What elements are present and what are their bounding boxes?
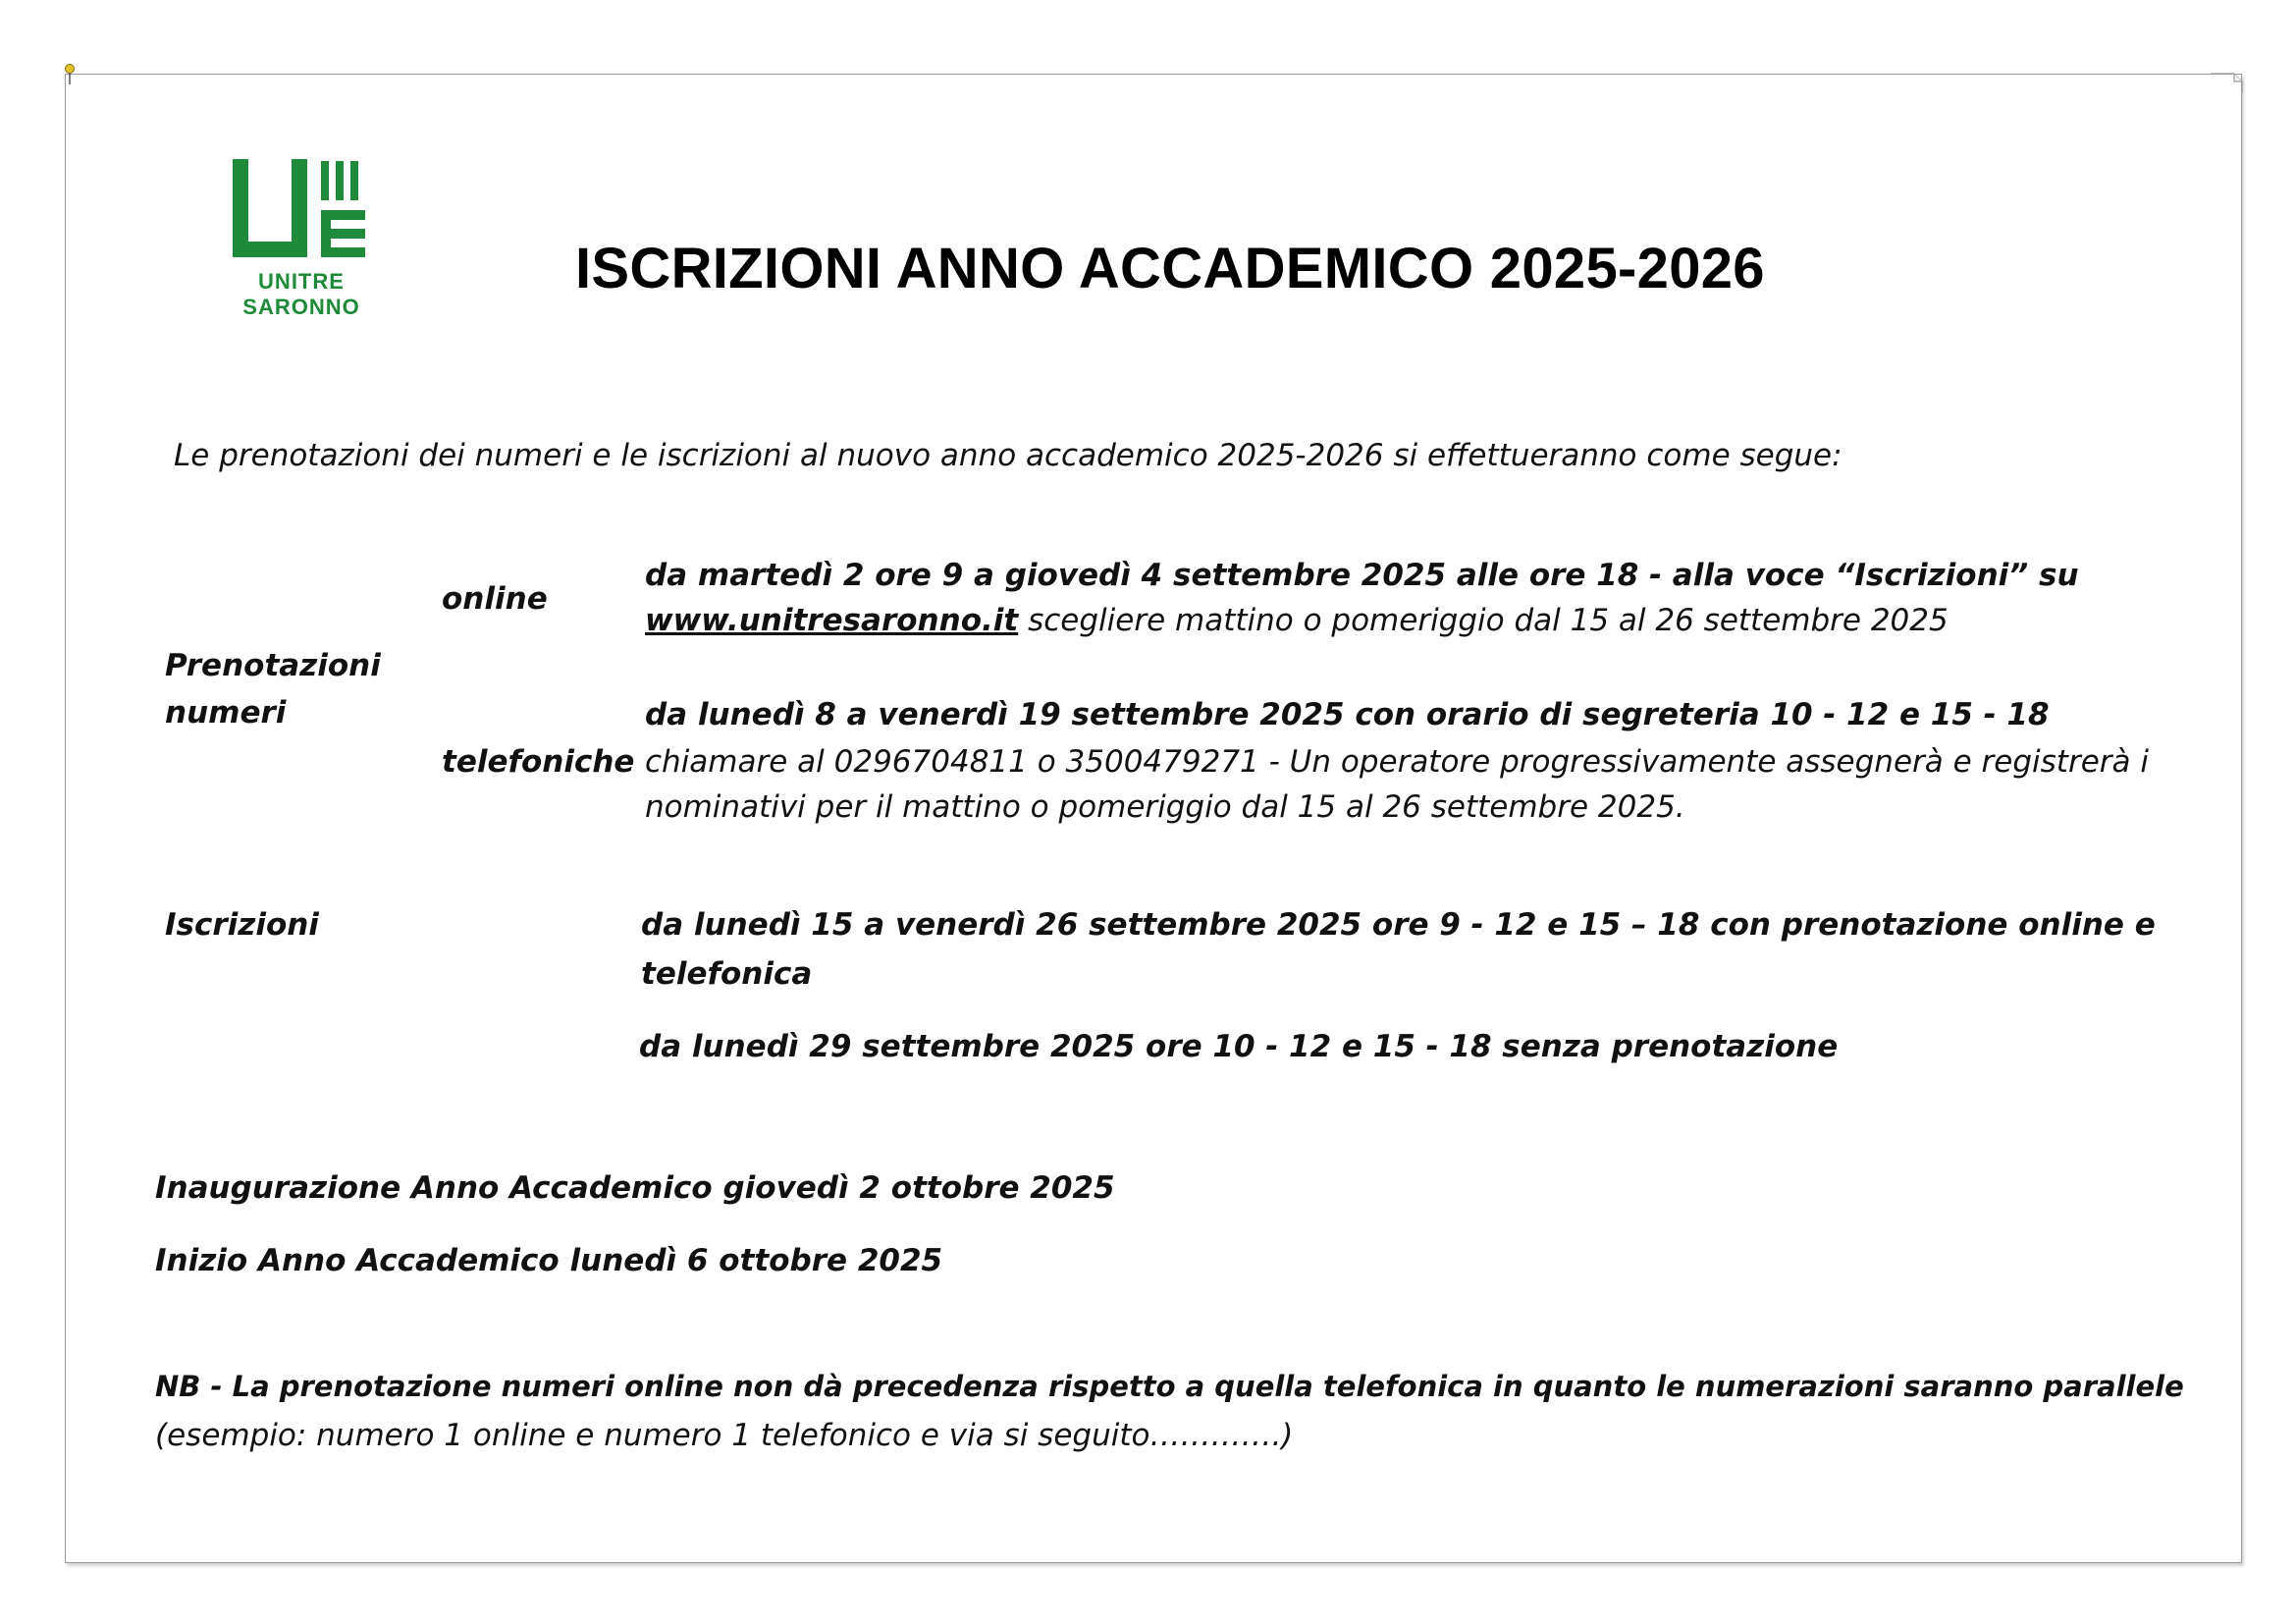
pushpin-icon — [63, 63, 77, 86]
telefoniche-line-3: nominativi per il mattino o pomeriggio dal 15 al 26 settembre 2025. — [645, 789, 1685, 825]
nb-line-2: (esempio: numero 1 online e numero 1 telefonico e via si seguito………….) — [155, 1418, 1294, 1453]
telefoniche-label: telefoniche — [442, 744, 635, 780]
online-line-1: da martedì 2 ore 9 a giovedì 4 settembre 2025 alle ore 18 - alla voce “Iscrizioni” su — [645, 558, 2079, 593]
unitre-logo-mark — [228, 159, 375, 267]
iscrizioni-label: Iscrizioni — [165, 907, 319, 943]
nb-line-1: NB - La prenotazione numeri online non dà precedenza rispetto a quella telefonica in quanto le numerazioni saranno parallele — [155, 1370, 2184, 1403]
telefoniche-line-2: chiamare al 0296704811 o 3500479271 - Un operatore progressivamente assegnerà e registrerà i — [645, 744, 2149, 780]
inizio-text: Inizio Anno Accademico lunedì 6 ottobre 2025 — [155, 1243, 943, 1278]
online-label: online — [442, 581, 548, 617]
intro-text: Le prenotazioni dei numeri e le iscrizioni al nuovo anno accademico 2025-2026 si effettueranno come segue: — [174, 438, 1842, 473]
prenotazioni-label-2: numeri — [165, 695, 287, 731]
unitre-logo — [228, 159, 375, 321]
page-title: ISCRIZIONI ANNO ACCADEMICO 2025-2026 — [575, 237, 1765, 300]
iscrizioni-line-3: da lunedì 29 settembre 2025 ore 10 - 12 e 15 - 18 senza prenotazione — [639, 1029, 1839, 1064]
website-link[interactable]: www.unitresaronno.it — [645, 603, 1019, 638]
logo-text-unitre: UNITRE — [258, 269, 345, 294]
online-line-2-rest: scegliere mattino o pomeriggio dal 15 al 26 settembre 2025 — [1018, 603, 1949, 638]
prenotazioni-label-1: Prenotazioni — [165, 648, 381, 683]
online-line-2 — [645, 599, 1949, 642]
inaugurazione-text: Inaugurazione Anno Accademico giovedì 2 ottobre 2025 — [155, 1170, 1115, 1206]
logo-text-saronno: SARONNO — [242, 295, 360, 319]
page-curl-icon — [2209, 72, 2244, 95]
iscrizioni-line-1: da lunedì 15 a venerdì 26 settembre 2025 ore 9 - 12 e 15 – 18 con prenotazione online e — [641, 907, 2156, 943]
telefoniche-line-1: da lunedì 8 a venerdì 19 settembre 2025 con orario di segreteria 10 - 12 e 15 - 18 — [645, 697, 2050, 732]
iscrizioni-line-2: telefonica — [641, 956, 813, 992]
